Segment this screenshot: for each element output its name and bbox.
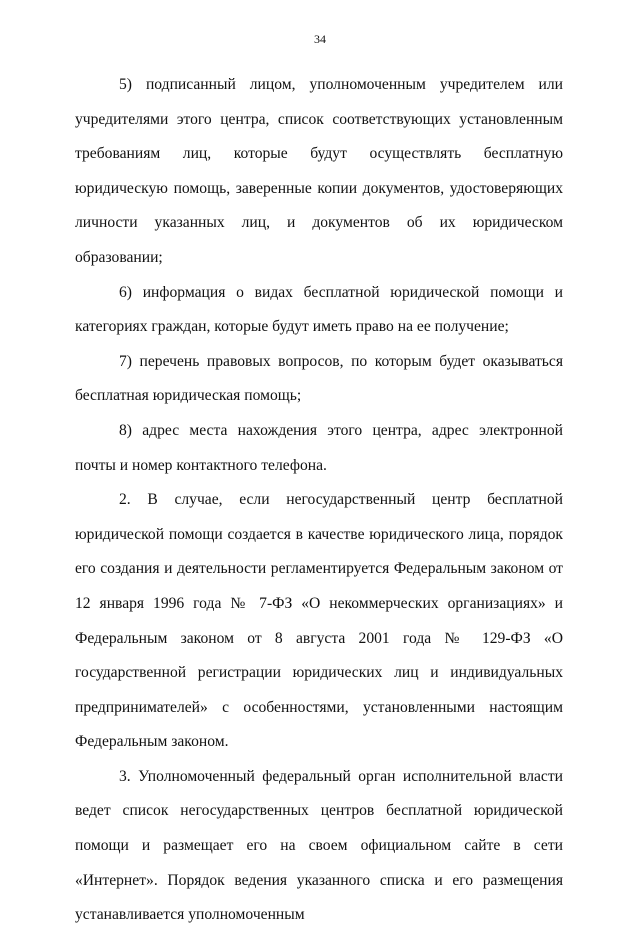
paragraph-item-6: 6) информация о видах бесплатной юридической помощи и категориях граждан, которые будут иметь право на ее получение; (75, 283, 563, 336)
document-body (75, 68, 563, 933)
paragraph-item-5: 5) подписанный лицом, уполномоченным учредителем или учредителями этого центра, список соответствующих установленным требованиям лиц, которые будут осуществлять бесплатную юридическую помощь, заверенные копии документов, удостоверяющих личности указанных лиц, и документов об их юридическом образовании; (75, 76, 563, 266)
paragraph-part-3: 3. Уполномоченный федеральный орган исполнительной власти ведет список негосударственных центров бесплатной юридической помощи и размещает его на своем официальном сайте в сети «Интернет». Порядок ведения указанного списка и его размещения устанавливается уполномоченным (75, 767, 563, 924)
paragraph-part-2: 2. В случае, если негосударственный центр бесплатной юридической помощи создается в качестве юридического лица, порядок его создания и деятельности регламентируется Федеральным законом от 12 января 1996 года № 7-ФЗ «О некоммерческих организациях» и Федеральным законом от 8 августа 2001 года № 129-ФЗ «О государственной регистрации юридических лиц и индивидуальных предпринимателей» с особенностями, установленными настоящим Федеральным законом. (75, 491, 563, 751)
page-number: 34 (314, 32, 326, 46)
paragraph-item-8: 8) адрес места нахождения этого центра, адрес электронной почты и номер контактного телефона. (75, 421, 563, 474)
paragraph-item-7: 7) перечень правовых вопросов, по которым будет оказываться бесплатная юридическая помощь; (75, 352, 563, 405)
